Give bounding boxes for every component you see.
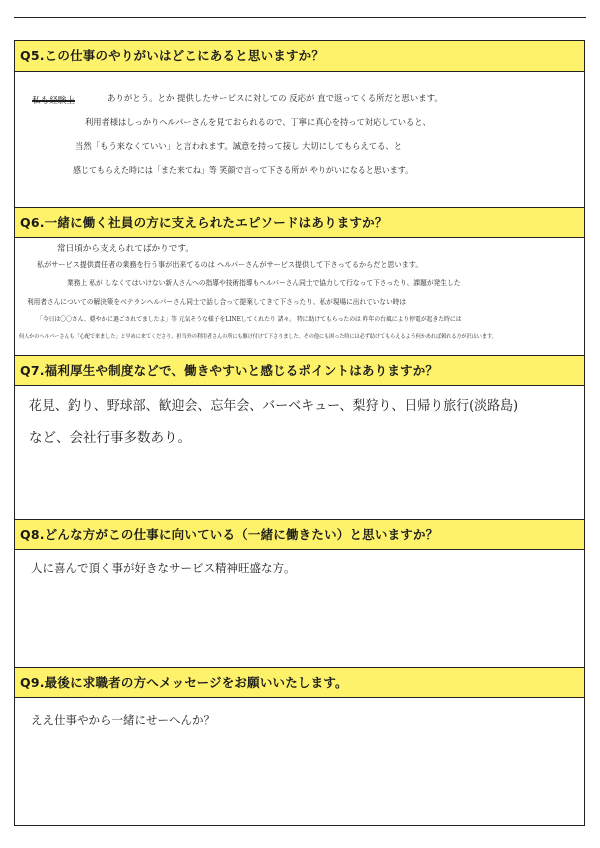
answer-q8 xyxy=(15,550,584,667)
question-section-q9 xyxy=(15,667,584,827)
question-header-q8: Q8.どんな方がこの仕事に向いている（一緒に働きたい）と思いますか？ xyxy=(15,519,584,550)
answer-line: など、会社行事多数あり。 xyxy=(29,430,191,446)
answer-q9 xyxy=(15,698,584,827)
question-header-q5: Q5.この仕事のやりがいはどこにあると思いますか？ xyxy=(15,41,584,72)
question-header-q6: Q6.一緒に働く社員の方に支えられたエピソードはありますか？ xyxy=(15,207,584,238)
question-section-q7 xyxy=(15,355,584,519)
answer-q6 xyxy=(15,238,584,355)
answer-line: 利用者さんについての解決策をベテランヘルパーさん同士で話し合って提案してきて下さったり、私が現場に出れていない時は xyxy=(27,298,407,306)
answer-line: 感じてもらえた時には「また来てね」等 笑顔で言って下さる所が やりがいになると思います。 xyxy=(73,166,414,176)
questionnaire-form xyxy=(14,40,585,826)
answer-line: 何人かのヘルパーさんも「心配で来ました」と早めに来てくださり、担当外の利用者さんの所にも駆け付けて下さりました。その他にも困った時には必ず助けてもらえるよう何かあれば頼れる方が沢山います。 xyxy=(19,334,497,340)
answer-line: 「今日は〇〇さん、穏やかに過ごされてましたよ」等 元気そうな様子をLINEしてくれたり 諸々。 特に助けてもらったのは 昨年の台風により停電が起きた時には xyxy=(37,316,462,323)
answer-line: 人に喜んで頂く事が好きなサービス精神旺盛な方。 xyxy=(31,561,296,575)
answer-line: 私がサービス提供責任者の業務を行う事が出来てるのは ヘルパーさんがサービス提供して下さってるからだと思います。 xyxy=(37,260,423,269)
question-section-q5 xyxy=(15,41,584,207)
question-header-q9: Q9.最後に求職者の方へメッセージをお願いいたします。 xyxy=(15,667,584,698)
top-rule xyxy=(14,17,586,18)
question-section-q8 xyxy=(15,519,584,667)
answer-line: ええ仕事やから一緒にせーへんか？ xyxy=(31,713,215,727)
answer-q7 xyxy=(15,386,584,519)
question-header-q7: Q7.福利厚生や制度などで、働きやすいと感じるポイントはありますか？ xyxy=(15,355,584,386)
question-section-q6 xyxy=(15,207,584,355)
answer-line: 当然「もう来なくていい」と言われます。誠意を持って接し 大切にしてもらえてる、と xyxy=(75,142,403,152)
answer-line: 常日頃から支えられてばかりです。 xyxy=(57,244,194,254)
answer-line: ありがとう。とか 提供したサービスに対しての 反応が 直で返ってくる所だと思います。 xyxy=(107,94,443,104)
answer-line: 利用者様はしっかりヘルパーさんを見ておられるので、丁寧に真心を持って対応していると、 xyxy=(85,118,431,128)
answer-line: 業務上 私が しなくてはいけない新人さんへの指導や技術指導もヘルパーさん同士で協力して行なって下さったり、課題が発生した xyxy=(67,279,461,287)
struck-text: 私も経験上 xyxy=(32,96,75,106)
answer-line: 花見、釣り、野球部、歓迎会、忘年会、バーベキュー、梨狩り、日帰り旅行(淡路島) xyxy=(29,398,519,414)
answer-q5 xyxy=(15,72,584,207)
